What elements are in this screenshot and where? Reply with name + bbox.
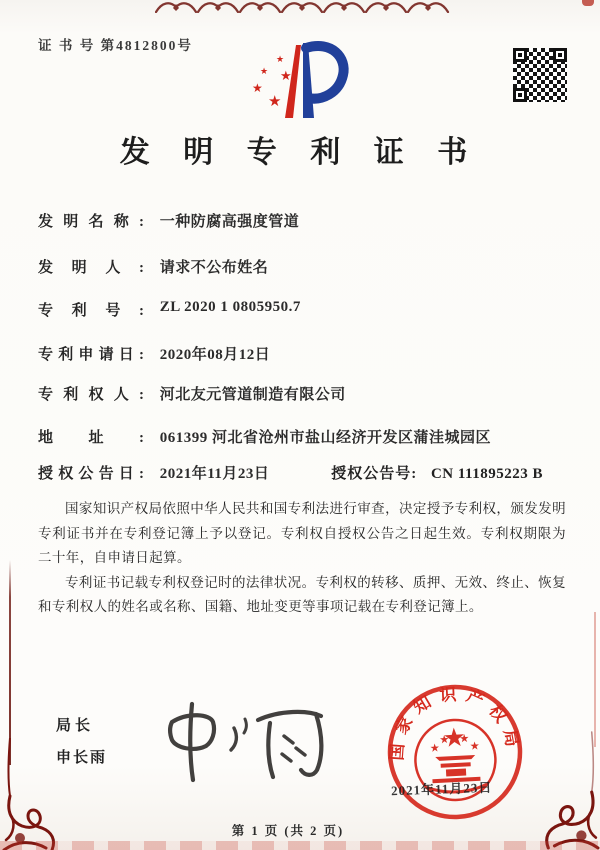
top-right-border-fragment	[582, 0, 594, 6]
body-paragraph-2: 专利证书记载专利权登记时的法律状况。专利权的转移、质押、无效、终止、恢复和专利权人的姓名或名称、国籍、地址变更等事项记载在专利登记簿上。	[38, 574, 566, 615]
field-label: 发明人:	[38, 260, 144, 276]
logo-p-mark	[285, 43, 344, 118]
director-signature	[158, 698, 326, 784]
field-label: 授权公告日:	[38, 466, 144, 482]
director-role-label: 局长	[56, 718, 95, 734]
svg-text:★: ★	[252, 81, 263, 95]
right-border-line	[594, 612, 596, 747]
field-label: 地址:	[38, 430, 144, 446]
field-row-invention-name	[38, 210, 578, 231]
field-value: ZL 2020 1 0805950.7	[159, 299, 301, 315]
bottom-border-band	[0, 841, 600, 850]
qr-finder-icon	[553, 48, 567, 62]
field-label: 专利申请日:	[38, 347, 144, 363]
field-value: 061399 河北省沧州市盐山经济开发区蒲洼城园区	[159, 430, 492, 446]
logo-stars	[252, 55, 292, 110]
svg-text:★: ★	[276, 55, 285, 65]
certificate-title: 发 明 专 利 证 书	[119, 136, 481, 169]
field-label: 发明名称:	[38, 214, 144, 230]
director-name-label: 申长雨	[56, 750, 108, 766]
top-border-ornament	[155, 0, 450, 13]
field-value: 请求不公布姓名	[159, 260, 269, 276]
field-row-address	[38, 426, 578, 447]
field-row-inventor	[38, 256, 578, 277]
certificate-body	[38, 497, 566, 620]
field-row-patentee	[38, 383, 578, 404]
certificate-number: 证 书 号 第4812800号	[38, 38, 193, 53]
body-paragraph-1: 国家知识产权局依照中华人民共和国专利法进行审查，决定授予专利权，颁发发明专利证书并在专利登记簿上予以登记。专利权自授权公告之日起生效。专利权期限为二十年，自申请日起算。	[38, 501, 566, 566]
qr-code	[513, 48, 567, 102]
field-value: 河北友元管道制造有限公司	[159, 387, 346, 403]
grant-number-label: 授权公告号:	[331, 466, 418, 482]
grant-number-value: CN 111895223 B	[430, 466, 543, 482]
field-value: 2020年08月12日	[159, 347, 271, 363]
field-value: 2021年11月23日	[159, 466, 270, 482]
field-row-filing-date	[38, 343, 578, 364]
cnipa-logo	[250, 40, 350, 122]
left-border-line	[9, 560, 11, 765]
seal-date-overlay: 2021年11月23日	[390, 779, 493, 799]
field-row-patent-number	[38, 299, 578, 320]
official-seal	[381, 678, 528, 825]
field-label: 专利权人:	[38, 387, 144, 403]
qr-finder-icon	[513, 48, 527, 62]
qr-finder-icon	[513, 88, 527, 102]
field-row-grant-date	[38, 462, 578, 483]
field-label: 专利号:	[38, 303, 144, 319]
svg-text:★: ★	[260, 67, 269, 77]
seal-ring-text: 国家知识产权局	[387, 684, 524, 762]
svg-text:★: ★	[280, 69, 292, 84]
field-value: 一种防腐高强度管道	[159, 214, 300, 230]
page-number-footer: 第 1 页 (共 2 页)	[231, 824, 345, 838]
svg-text:★: ★	[268, 92, 282, 110]
